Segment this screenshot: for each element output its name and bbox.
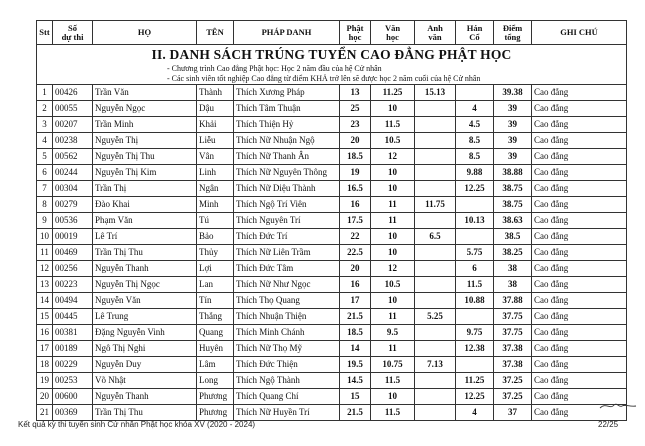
row-first-name: Lan: [197, 277, 234, 293]
row-buddhist-studies-score: 21.5: [340, 309, 371, 325]
row-note: Cao đẳng: [532, 213, 627, 229]
row-english-score: 11.75: [415, 197, 456, 213]
row-exam-number: 00253: [53, 373, 93, 389]
row-classical-chinese-score: 8.5: [456, 133, 494, 149]
row-literature-score: 11: [371, 213, 415, 229]
row-note: Cao đẳng: [532, 341, 627, 357]
table-row: [37, 101, 627, 117]
row-english-score: [415, 341, 456, 357]
row-buddhist-studies-score: 20: [340, 133, 371, 149]
row-last-name: Lê Trí: [93, 229, 197, 245]
row-total-score: 37.25: [494, 389, 532, 405]
row-note: Cao đẳng: [532, 165, 627, 181]
row-dharma-name: Thích Nữ Thọ Mỹ: [234, 341, 340, 357]
row-total-score: 38.88: [494, 165, 532, 181]
row-first-name: Quang: [197, 325, 234, 341]
row-stt: 11: [37, 245, 53, 261]
row-classical-chinese-score: 10.88: [456, 293, 494, 309]
table-row: [37, 165, 627, 181]
row-exam-number: 00238: [53, 133, 93, 149]
row-buddhist-studies-score: 19: [340, 165, 371, 181]
row-total-score: 38.75: [494, 197, 532, 213]
row-english-score: 5.25: [415, 309, 456, 325]
row-note: Cao đẳng: [532, 277, 627, 293]
row-first-name: Phương: [197, 389, 234, 405]
row-exam-number: 00279: [53, 197, 93, 213]
row-total-score: 38.25: [494, 245, 532, 261]
row-stt: 10: [37, 229, 53, 245]
row-literature-score: 10: [371, 389, 415, 405]
row-literature-score: 10.5: [371, 277, 415, 293]
table-row: [37, 181, 627, 197]
table-row: [37, 309, 627, 325]
row-first-name: Khải: [197, 117, 234, 133]
row-dharma-name: Thích Nữ Diệu Thành: [234, 181, 340, 197]
row-literature-score: 10: [371, 101, 415, 117]
row-total-score: 37: [494, 405, 532, 421]
row-stt: 21: [37, 405, 53, 421]
row-buddhist-studies-score: 17.5: [340, 213, 371, 229]
row-dharma-name: Thích Nữ Như Ngọc: [234, 277, 340, 293]
row-dharma-name: Thích Xương Pháp: [234, 85, 340, 101]
row-literature-score: 10: [371, 245, 415, 261]
row-literature-score: 11.5: [371, 117, 415, 133]
row-english-score: [415, 293, 456, 309]
row-total-score: 38: [494, 261, 532, 277]
col-header-phap-danh: PHÁP DANH: [234, 21, 340, 45]
row-english-score: [415, 165, 456, 181]
row-literature-score: 10.5: [371, 133, 415, 149]
row-last-name: Nguyễn Thị: [93, 133, 197, 149]
row-exam-number: 00207: [53, 117, 93, 133]
table-row: [37, 405, 627, 421]
row-classical-chinese-score: [456, 85, 494, 101]
row-literature-score: 11.5: [371, 405, 415, 421]
row-note: Cao đẳng: [532, 405, 627, 421]
row-buddhist-studies-score: 18.5: [340, 149, 371, 165]
col-header-phat-hoc: Phật học: [340, 21, 371, 45]
col-header-stt: Stt: [37, 21, 53, 45]
row-english-score: [415, 213, 456, 229]
row-first-name: Linh: [197, 165, 234, 181]
table-row: [37, 341, 627, 357]
row-buddhist-studies-score: 21.5: [340, 405, 371, 421]
row-buddhist-studies-score: 16: [340, 197, 371, 213]
row-dharma-name: Thích Ngộ Trí Viên: [234, 197, 340, 213]
col-header-van-hoc: Văn học: [371, 21, 415, 45]
table-row: [37, 213, 627, 229]
row-total-score: 37.75: [494, 309, 532, 325]
signature-mark: [598, 396, 638, 414]
row-first-name: Lâm: [197, 357, 234, 373]
row-first-name: Phương: [197, 405, 234, 421]
row-literature-score: 10: [371, 181, 415, 197]
table-row: [37, 373, 627, 389]
table-row: [37, 85, 627, 101]
row-stt: 6: [37, 165, 53, 181]
table-row: [37, 197, 627, 213]
row-classical-chinese-score: 4: [456, 405, 494, 421]
row-buddhist-studies-score: 20: [340, 261, 371, 277]
row-note: Cao đẳng: [532, 85, 627, 101]
col-header-ghi-chu: GHI CHÚ: [532, 21, 627, 45]
row-total-score: 38.5: [494, 229, 532, 245]
table-row: [37, 325, 627, 341]
table-row: [37, 149, 627, 165]
row-exam-number: 00019: [53, 229, 93, 245]
row-stt: 3: [37, 117, 53, 133]
row-buddhist-studies-score: 22: [340, 229, 371, 245]
row-exam-number: 00445: [53, 309, 93, 325]
col-header-diem-tong: Điểm tổng: [494, 21, 532, 45]
row-last-name: Trần Minh: [93, 117, 197, 133]
row-note: Cao đẳng: [532, 261, 627, 277]
row-note: Cao đẳng: [532, 101, 627, 117]
row-classical-chinese-score: 9.75: [456, 325, 494, 341]
row-dharma-name: Thích Nguyên Trí: [234, 213, 340, 229]
row-english-score: [415, 405, 456, 421]
row-literature-score: 11.25: [371, 85, 415, 101]
row-total-score: 39: [494, 149, 532, 165]
row-first-name: Dậu: [197, 101, 234, 117]
row-last-name: Phạm Văn: [93, 213, 197, 229]
row-last-name: Nguyễn Thị Kim: [93, 165, 197, 181]
row-exam-number: 00369: [53, 405, 93, 421]
row-classical-chinese-score: 11.25: [456, 373, 494, 389]
row-last-name: Ngô Thị Nghi: [93, 341, 197, 357]
row-last-name: Nguyễn Thị Thu: [93, 149, 197, 165]
row-first-name: Minh: [197, 197, 234, 213]
row-first-name: Thắng: [197, 309, 234, 325]
row-note: Cao đẳng: [532, 309, 627, 325]
footer-text: Kết quả kỳ thi tuyển sinh Cử nhân Phật học khóa XV (2020 - 2024): [18, 420, 256, 429]
row-exam-number: 00494: [53, 293, 93, 309]
row-classical-chinese-score: 11.5: [456, 277, 494, 293]
row-literature-score: 11: [371, 341, 415, 357]
row-english-score: 6.5: [415, 229, 456, 245]
table-row: [37, 293, 627, 309]
row-english-score: [415, 277, 456, 293]
row-note: Cao đẳng: [532, 357, 627, 373]
table-row: [37, 389, 627, 405]
row-dharma-name: Thích Nữ Liên Trầm: [234, 245, 340, 261]
row-dharma-name: Thích Thọ Quang: [234, 293, 340, 309]
row-buddhist-studies-score: 23: [340, 117, 371, 133]
row-stt: 7: [37, 181, 53, 197]
row-classical-chinese-score: 4.5: [456, 117, 494, 133]
row-literature-score: 10: [371, 293, 415, 309]
row-first-name: Tín: [197, 293, 234, 309]
row-last-name: Nguyễn Thị Ngọc: [93, 277, 197, 293]
row-total-score: 39: [494, 133, 532, 149]
row-buddhist-studies-score: 16.5: [340, 181, 371, 197]
row-last-name: Nguyễn Văn: [93, 293, 197, 309]
row-note: Cao đẳng: [532, 245, 627, 261]
row-total-score: 37.38: [494, 341, 532, 357]
row-total-score: 38: [494, 277, 532, 293]
row-note: Cao đẳng: [532, 389, 627, 405]
row-exam-number: 00600: [53, 389, 93, 405]
row-literature-score: 10: [371, 229, 415, 245]
row-classical-chinese-score: 12.38: [456, 341, 494, 357]
row-literature-score: 12: [371, 261, 415, 277]
table-row: [37, 261, 627, 277]
col-header-ho: HỌ: [93, 21, 197, 45]
row-exam-number: 00469: [53, 245, 93, 261]
row-english-score: 15.13: [415, 85, 456, 101]
row-literature-score: 11: [371, 309, 415, 325]
section-title: II. DANH SÁCH TRÚNG TUYỂN CAO ĐẲNG PHẬT HỌC: [37, 45, 627, 65]
row-stt: 16: [37, 325, 53, 341]
row-last-name: Nguyễn Duy: [93, 357, 197, 373]
row-dharma-name: Thích Ngộ Thành: [234, 373, 340, 389]
row-note: Cao đẳng: [532, 373, 627, 389]
row-english-score: [415, 389, 456, 405]
row-english-score: [415, 149, 456, 165]
row-english-score: [415, 101, 456, 117]
note-line: - Chương trình Cao đẳng Phật học: Học 2 năm đầu của hệ Cử nhân: [37, 64, 627, 74]
row-last-name: Nguyễn Ngọc: [93, 101, 197, 117]
row-exam-number: 00055: [53, 101, 93, 117]
row-last-name: Nguyễn Thanh: [93, 389, 197, 405]
row-stt: 5: [37, 149, 53, 165]
row-note: Cao đẳng: [532, 197, 627, 213]
row-exam-number: 00562: [53, 149, 93, 165]
row-dharma-name: Thích Nữ Nhuận Ngộ: [234, 133, 340, 149]
table-row: [37, 117, 627, 133]
row-dharma-name: Thích Nữ Thanh Ân: [234, 149, 340, 165]
row-english-score: [415, 373, 456, 389]
row-buddhist-studies-score: 18.5: [340, 325, 371, 341]
row-total-score: 37.25: [494, 373, 532, 389]
row-buddhist-studies-score: 17: [340, 293, 371, 309]
row-classical-chinese-score: 8.5: [456, 149, 494, 165]
row-first-name: Tú: [197, 213, 234, 229]
row-buddhist-studies-score: 25: [340, 101, 371, 117]
row-english-score: 7.13: [415, 357, 456, 373]
row-total-score: 38.75: [494, 181, 532, 197]
row-first-name: Thành: [197, 85, 234, 101]
row-total-score: 37.38: [494, 357, 532, 373]
row-english-score: [415, 245, 456, 261]
row-english-score: [415, 181, 456, 197]
row-buddhist-studies-score: 14.5: [340, 373, 371, 389]
row-stt: 17: [37, 341, 53, 357]
row-total-score: 38.63: [494, 213, 532, 229]
row-first-name: Lợi: [197, 261, 234, 277]
row-buddhist-studies-score: 14: [340, 341, 371, 357]
col-header-anh-van: Anh văn: [415, 21, 456, 45]
row-stt: 15: [37, 309, 53, 325]
row-exam-number: 00426: [53, 85, 93, 101]
row-last-name: Trần Thị Thu: [93, 405, 197, 421]
row-exam-number: 00189: [53, 341, 93, 357]
table-row: [37, 133, 627, 149]
row-stt: 8: [37, 197, 53, 213]
row-english-score: [415, 133, 456, 149]
row-classical-chinese-score: 5.75: [456, 245, 494, 261]
row-note: Cao đẳng: [532, 133, 627, 149]
row-buddhist-studies-score: 22.5: [340, 245, 371, 261]
row-classical-chinese-score: 4: [456, 101, 494, 117]
row-classical-chinese-score: 6: [456, 261, 494, 277]
row-english-score: [415, 325, 456, 341]
row-stt: 14: [37, 293, 53, 309]
row-note: Cao đẳng: [532, 117, 627, 133]
row-first-name: Liễu: [197, 133, 234, 149]
row-buddhist-studies-score: 19.5: [340, 357, 371, 373]
row-note: Cao đẳng: [532, 181, 627, 197]
row-stt: 13: [37, 277, 53, 293]
table-body: [37, 85, 627, 421]
row-stt: 12: [37, 261, 53, 277]
row-exam-number: 00256: [53, 261, 93, 277]
row-literature-score: 12: [371, 149, 415, 165]
row-first-name: Thủy: [197, 245, 234, 261]
row-classical-chinese-score: 10.13: [456, 213, 494, 229]
row-exam-number: 00223: [53, 277, 93, 293]
row-first-name: Vân: [197, 149, 234, 165]
row-exam-number: 00536: [53, 213, 93, 229]
row-classical-chinese-score: 12.25: [456, 389, 494, 405]
row-buddhist-studies-score: 13: [340, 85, 371, 101]
row-total-score: 39: [494, 117, 532, 133]
row-dharma-name: Thích Nhuận Thiện: [234, 309, 340, 325]
row-literature-score: 10: [371, 165, 415, 181]
row-first-name: Ngân: [197, 181, 234, 197]
row-english-score: [415, 261, 456, 277]
row-buddhist-studies-score: 16: [340, 277, 371, 293]
row-classical-chinese-score: [456, 357, 494, 373]
row-first-name: Bảo: [197, 229, 234, 245]
row-stt: 20: [37, 389, 53, 405]
table-header: [37, 21, 627, 45]
row-stt: 19: [37, 373, 53, 389]
row-literature-score: 9.5: [371, 325, 415, 341]
row-classical-chinese-score: [456, 229, 494, 245]
results-sheet: [36, 20, 626, 421]
row-last-name: Võ Nhật: [93, 373, 197, 389]
row-exam-number: 00244: [53, 165, 93, 181]
row-exam-number: 00229: [53, 357, 93, 373]
table-row: [37, 229, 627, 245]
row-classical-chinese-score: [456, 197, 494, 213]
col-header-ten: TÊN: [197, 21, 234, 45]
row-literature-score: 11.5: [371, 373, 415, 389]
row-total-score: 37.75: [494, 325, 532, 341]
row-dharma-name: Thích Đức Tâm: [234, 261, 340, 277]
row-last-name: Đào Khai: [93, 197, 197, 213]
row-stt: 1: [37, 85, 53, 101]
row-note: Cao đẳng: [532, 149, 627, 165]
row-last-name: Trần Thị: [93, 181, 197, 197]
note-line: - Các sinh viên tốt nghiệp Cao đẳng từ điểm KHÁ trở lên sẽ được học 2 năm cuối của hệ Cử nhân: [37, 74, 627, 85]
row-dharma-name: Thích Thiện Hỷ: [234, 117, 340, 133]
row-buddhist-studies-score: 15: [340, 389, 371, 405]
row-dharma-name: Thích Quang Chí: [234, 389, 340, 405]
row-classical-chinese-score: 12.25: [456, 181, 494, 197]
col-header-so-du-thi: Số dự thi: [53, 21, 93, 45]
row-note: Cao đẳng: [532, 293, 627, 309]
row-total-score: 39: [494, 101, 532, 117]
row-stt: 9: [37, 213, 53, 229]
row-dharma-name: Thích Nữ Huyền Trí: [234, 405, 340, 421]
table-row: [37, 245, 627, 261]
row-first-name: Huyên: [197, 341, 234, 357]
row-dharma-name: Thích Minh Chánh: [234, 325, 340, 341]
row-stt: 2: [37, 101, 53, 117]
row-exam-number: 00381: [53, 325, 93, 341]
row-classical-chinese-score: 9.88: [456, 165, 494, 181]
row-total-score: 39.38: [494, 85, 532, 101]
row-stt: 18: [37, 357, 53, 373]
row-dharma-name: Thích Đức Thiện: [234, 357, 340, 373]
table-row: [37, 357, 627, 373]
row-note: Cao đẳng: [532, 229, 627, 245]
table-row: [37, 277, 627, 293]
row-last-name: Nguyễn Thanh: [93, 261, 197, 277]
page-number: 22/25: [598, 420, 619, 429]
row-note: Cao đẳng: [532, 325, 627, 341]
row-exam-number: 00304: [53, 181, 93, 197]
row-literature-score: 11: [371, 197, 415, 213]
row-classical-chinese-score: [456, 309, 494, 325]
row-dharma-name: Thích Tâm Thuận: [234, 101, 340, 117]
row-total-score: 37.88: [494, 293, 532, 309]
row-last-name: Trần Văn: [93, 85, 197, 101]
row-last-name: Trần Thị Thu: [93, 245, 197, 261]
row-literature-score: 10.75: [371, 357, 415, 373]
row-first-name: Long: [197, 373, 234, 389]
row-last-name: Đặng Nguyễn Vinh: [93, 325, 197, 341]
results-table: [36, 20, 627, 421]
row-dharma-name: Thích Đức Trí: [234, 229, 340, 245]
row-english-score: [415, 117, 456, 133]
col-header-han-co: Hán Cổ: [456, 21, 494, 45]
row-last-name: Lê Trung: [93, 309, 197, 325]
row-stt: 4: [37, 133, 53, 149]
row-dharma-name: Thích Nữ Nguyên Thông: [234, 165, 340, 181]
